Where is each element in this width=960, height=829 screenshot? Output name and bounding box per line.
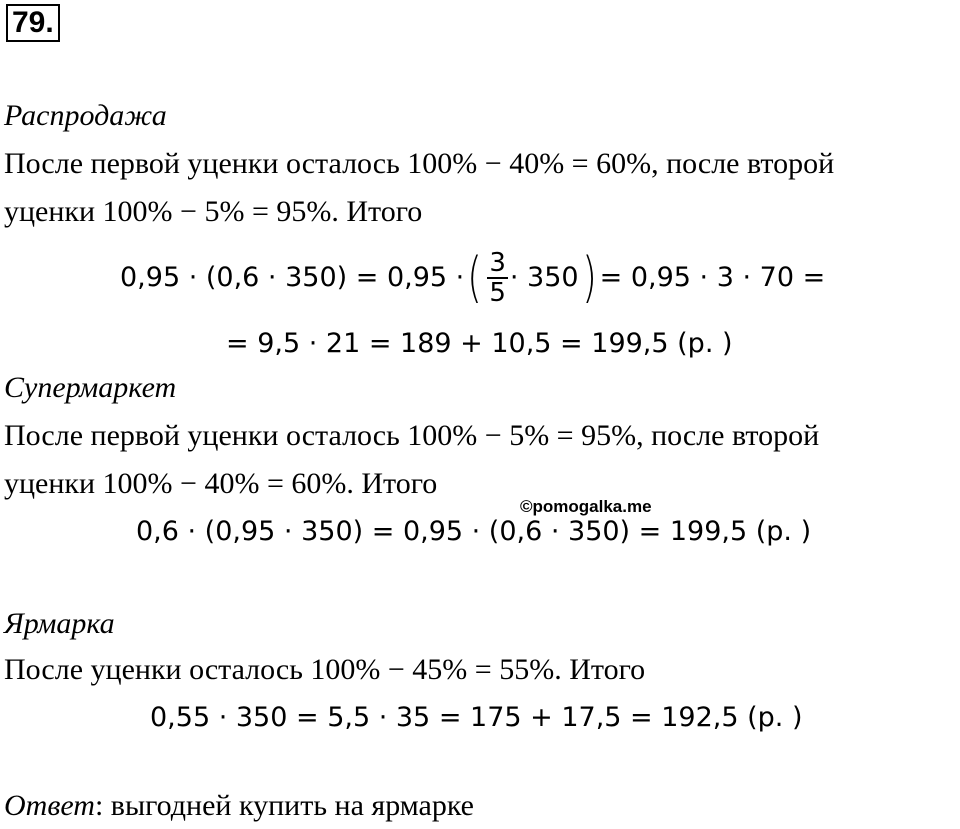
sale-eq1-left: 0,95 · (0,6 · 350) = 0,95 · — [120, 262, 465, 293]
right-paren: ) — [581, 246, 597, 309]
section-heading-supermarket: Супермаркет — [4, 371, 177, 404]
sale-eq1-after-frac: · 350 — [509, 262, 579, 293]
fair-equation: 0,55 · 350 = 5,5 · 35 = 175 + 17,5 = 192,5 (р. ) — [150, 702, 803, 733]
answer-line — [4, 788, 474, 824]
supermarket-text-line-1: После первой уценки осталось 100% − 5% = 95%, после второй — [4, 419, 820, 452]
problem-number: 79. — [6, 4, 60, 42]
supermarket-equation: 0,6 · (0,95 · 350) = 0,95 · (0,6 · 350) = 199,5 (р. ) — [136, 516, 812, 547]
sale-equation-2: = 9,5 · 21 = 189 + 10,5 = 199,5 (р. ) — [226, 328, 733, 359]
fraction-denominator: 5 — [489, 278, 506, 308]
answer-label: Ответ — [4, 789, 95, 822]
left-paren: ( — [467, 246, 483, 309]
sale-text-line-1: После первой уценки осталось 100% − 40% = 60%, после второй — [4, 147, 835, 180]
section-heading-fair: Ярмарка — [4, 607, 115, 640]
watermark: ©pomogalka.me — [520, 497, 652, 516]
sale-eq1-right: = 0,95 · 3 · 70 = — [599, 262, 826, 293]
fraction-numerator: 3 — [489, 248, 506, 278]
section-heading-sale: Распродажа — [4, 99, 167, 132]
fraction — [487, 249, 508, 307]
sale-equation-1 — [120, 248, 825, 308]
answer-text: : выгодней купить на ярмарке — [94, 789, 474, 822]
sale-text-line-2: уценки 100% − 5% = 95%. Итого — [4, 195, 423, 228]
supermarket-text-line-2: уценки 100% − 40% = 60%. Итого — [4, 467, 438, 500]
fair-text-line-1: После уценки осталось 100% − 45% = 55%. Итого — [4, 653, 646, 686]
